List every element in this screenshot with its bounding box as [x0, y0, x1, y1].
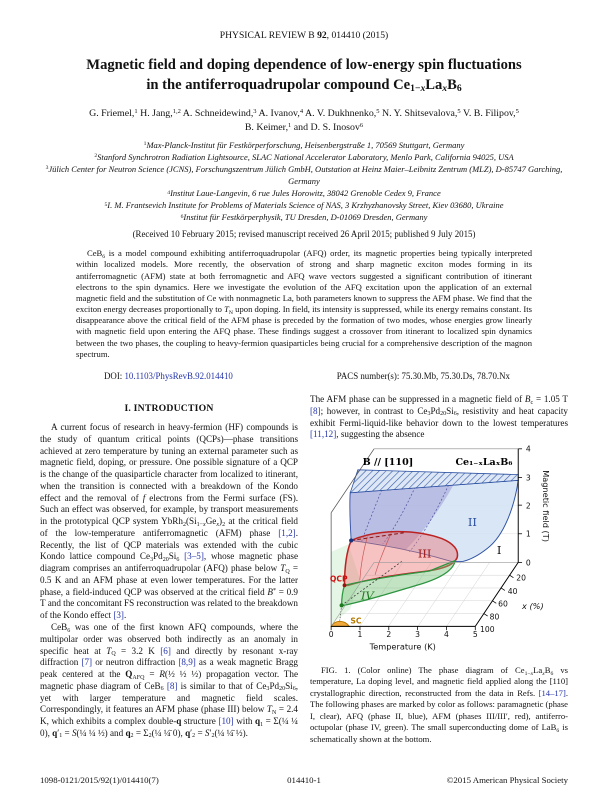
- doping-tick-40: 40: [507, 586, 518, 596]
- doping-axis-label: x (%): [522, 601, 544, 612]
- temperature-axis-label: Temperature (K): [369, 641, 436, 652]
- phase-diagram-figure: [310, 445, 568, 655]
- paper-title: Magnetic field and doping dependence of low-energy spin fluctuations in the antiferroquadrupolar compound $Ce_{1-x}La_xB_6$: [86, 57, 522, 95]
- intro-paragraph-1: A current focus of research in heavy-fermion (HF) compounds is the study of quantum critical points (QCPs)—phase transitions achieved at zero temperature by tuning an external parameter such as magnetic field, doping, or pressure. One possible signature of a QCP is the change of the quasiparticle character from localized to itinerant, when the transition is connected with a breakdown of the Kondo effect and the removal of f electrons from the Fermi surface (FS). Such an effect was observed, for example, by transport measurements in the prototypical QCP system $YbRh_2(Si_{1-x}Ge_x)_2$ at the critical field of the low-temperature antiferromagnetic (AFM) phase [1,2]. Recently, the list of QCP materials was extended with the cubic Kondo lattice compound $Ce_3Pd_{20}Si_6$ [3–5], whose magnetic phase diagram comprises an antiferroquadrupolar (AFQ) phase below $T_Q = 0.5$ K and an AFM phase at even lower temperatures. For the latter phase, a field-induced QCP was observed at the critical field B* = 0.9 T and the concomitant FS reconstruction was related to the breakdown of the Kondo effect [3].: [40, 421, 299, 621]
- citation-link[interactable]: [7]: [81, 657, 93, 668]
- citation-link[interactable]: [8]: [166, 680, 178, 691]
- phase-boundary-point-blue: [349, 538, 353, 542]
- temp-tick-3: 3: [415, 629, 421, 639]
- field-axis-label: Magnetic field (T): [541, 470, 552, 543]
- pacs-numbers: PACS number(s): 75.30.Mb, 75.30.Ds, 78.70.Nx: [336, 370, 510, 381]
- citation-link[interactable]: [11,12]: [310, 429, 337, 440]
- doping-tick-80: 80: [489, 612, 500, 622]
- field-tick-4: 4: [525, 445, 531, 454]
- doping-tick-20: 20: [516, 573, 527, 583]
- footer-page-number: 014410-1: [287, 775, 321, 785]
- right-column: [310, 394, 568, 754]
- page-footer: [40, 775, 568, 785]
- received-line: (Received 10 February 2015; revised manuscript received 26 April 2015; published 9 July 2015): [132, 229, 476, 240]
- doping-tick-100: 100: [480, 625, 495, 635]
- footer-copyright: ©2015 American Physical Society: [446, 775, 568, 785]
- affiliation-6: $^6$Institut für Festkörperphysik, TU Dresden, D-01069 Dresden, Germany: [180, 212, 428, 223]
- field-axis: [518, 449, 522, 563]
- sc-label: SC: [350, 616, 362, 626]
- field-tick-2: 2: [525, 501, 531, 511]
- field-direction-label: B // [110]: [362, 457, 414, 469]
- temp-tick-1: 1: [357, 629, 363, 639]
- compound-label: Ce₁₋ₓLaₓB₆: [455, 457, 513, 469]
- phase3-label: III: [417, 546, 432, 561]
- citation-link[interactable]: [6]: [160, 645, 171, 656]
- left-column: [40, 394, 298, 754]
- phase1-label: I: [496, 542, 502, 557]
- doi-link[interactable]: 10.1103/PhysRevB.92.014410: [124, 370, 233, 381]
- affiliation-2: $^2$Stanford Synchrotron Radiation Lightsource, SLAC National Accelerator Laboratory, Menlo Park, California 94025, USA: [94, 151, 514, 162]
- figure-caption: FIG. 1. (Color online) The phase diagram of $Ce_{1-x}La_xB_6$ vs temperature, La doping level, and magnetic field applied along the [110] crystallographic direction, reconstructed from the data in Refs. [14–17]. The following phases are marked by color as follows: paramagnetic (phase I, clear), AFQ (phase II, blue), AFM (phases III/III′, red), antiferro-octupolar (phase IV, green). The small superconducting dome of LaB$_6$ is schematically shown at the bottom.: [310, 665, 568, 744]
- affiliation-3: $^3$Jülich Center for Neutron Science (JCNS), Forschungszentrum Jülich GmbH, Outstation at Heinz Maier–Leibnitz Zentrum (MLZ), D-85747 Garching, Germany: [45, 163, 563, 186]
- two-column-body: [40, 394, 568, 754]
- footer-issn: 1098-0121/2015/92(1)/014410(7): [40, 775, 159, 785]
- journal-header: PHYSICAL REVIEW B 92, 014410 (2015): [219, 30, 389, 41]
- affiliation-5: $^5$I. M. Frantsevich Institute for Problems of Materials Science of NAS, 3 Krzhyzhanovsky Street, Kiev 03680, Ukraine: [104, 200, 504, 211]
- citation-link[interactable]: [8]: [310, 405, 321, 416]
- affiliation-4: $^4$Institut Laue-Langevin, 6 rue Jules Horowitz, 38042 Grenoble Cedex 9, France: [167, 188, 441, 199]
- citation-link[interactable]: [3–5]: [184, 551, 204, 562]
- temp-tick-5: 5: [472, 629, 478, 639]
- doi-label: DOI:: [104, 370, 123, 381]
- citation-link[interactable]: [10]: [218, 716, 234, 727]
- section-heading-introduction: I. INTRODUCTION: [124, 402, 214, 414]
- phase4-endpoint-green: [340, 603, 344, 607]
- phase4-label: IV: [361, 588, 374, 603]
- affiliations-block: [40, 139, 568, 223]
- intro-paragraph-2: CeB$_6$ was one of the first known AFQ compounds, where the multipolar order was observed both indirectly as an anomaly in specific heat at $T_Q = 3.2$ K [6] and directly by resonant x-ray diffraction [7] or neutron diffraction [8,9] as a weak magnetic Bragg peak centered at the $Q_{AFQ}$ = R(½ ½ ½) propagation vector. The magnetic phase diagram of CeB$_6$ [8] is similar to that of $Ce_3Pd_{20}Si_6$, yet with larger temperature and magnetic field scales. Correspondingly, it features an AFM phase (phase III) below $T_N = 2.4$ K, which exhibits a complex double-q structure [10] with $q_1$ = Σ(¼ ¼ 0), $q'_1$ = S(¼ ¼ ½) and $q_2$ = $\Sigma_2(\frac{1}{4}$ ¼̄ 0), $q'_2$ = $S'_2(\frac{1}{4}$ ¼̄ ½).: [40, 621, 299, 740]
- doi-pacs-line: [104, 371, 510, 381]
- affiliation-1: $^1$Max-Planck-Institut für Festkörperforschung, Heisenbergstraße 1, 70569 Stuttgart, Germany: [143, 139, 465, 150]
- temperature-axis: [331, 626, 475, 630]
- doi-entry: [104, 371, 233, 381]
- field-tick-1: 1: [525, 529, 531, 539]
- citation-link[interactable]: [1,2]: [278, 527, 296, 538]
- temp-tick-4: 4: [444, 629, 449, 639]
- citation-link[interactable]: [14–17]: [538, 687, 566, 698]
- qcp-label: QCP: [329, 574, 348, 584]
- temp-tick-2: 2: [386, 629, 392, 639]
- field-tick-3: 3: [525, 473, 531, 483]
- field-tick-0: 0: [525, 558, 531, 568]
- citation-link[interactable]: [8,9]: [178, 657, 196, 668]
- doping-tick-60: 60: [498, 599, 508, 609]
- right-paragraph-1: The AFM phase can be suppressed in a magnetic field of $B_c = 1.05$ T [8]; however, in contrast to $Ce_3Pd_{20}Si_6$, resistivity and heat capacity exhibit Fermi-liquid-like behavior down to the lowest temperatures [11,12], suggesting the absence: [310, 393, 568, 440]
- figure-1: [310, 445, 568, 660]
- phase2-label: II: [467, 515, 477, 530]
- citation-link[interactable]: [3]: [113, 610, 124, 621]
- qcp-point: [343, 583, 347, 587]
- temp-tick-0: 0: [328, 629, 334, 639]
- abstract: CeB$_6$ is a model compound exhibiting antiferroquadrupolar (AFQ) order, its magnetic properties being typically interpreted within localized models. More recently, the observation of strong and sharp magnetic exciton modes forming in its antiferromagnetic (AFM) state at both ferromagnetic and AFQ wave vectors suggested a significant contribution of itinerant electrons to the spin dynamics. Here we investigate the evolution of the AFQ excitation upon the application of an external magnetic field and the substitution of Ce with nonmagnetic La, both parameters known to suppress the AFM phase. We find that the exciton energy decreases proportionally to $T_N$ upon doping. In field, its intensity is suppressed, while its energy remains constant. Its disappearance above the critical field of the AFM phase is preceded by the formation of two modes, whose energies grow linearly with magnetic field upon entering the AFQ phase. These findings suggest a crossover from itinerant to localized spin dynamics between the two phases, the coupling to heavy-fermion quasiparticles being crucial for a comprehensive description of the magnon spectrum.: [76, 248, 532, 359]
- authors-line: G. Friemel,$^1$ H. Jang,$^{1,2}$ A. Schneidewind,$^3$ A. Ivanov,$^4$ A. V. Dukhnenko,$^5$ N. Y. Shitsevalova,$^5$ V. B. Filipov,$^5$ B. Keimer,$^1$ and D. S. Inosov$^6$: [89, 108, 519, 133]
